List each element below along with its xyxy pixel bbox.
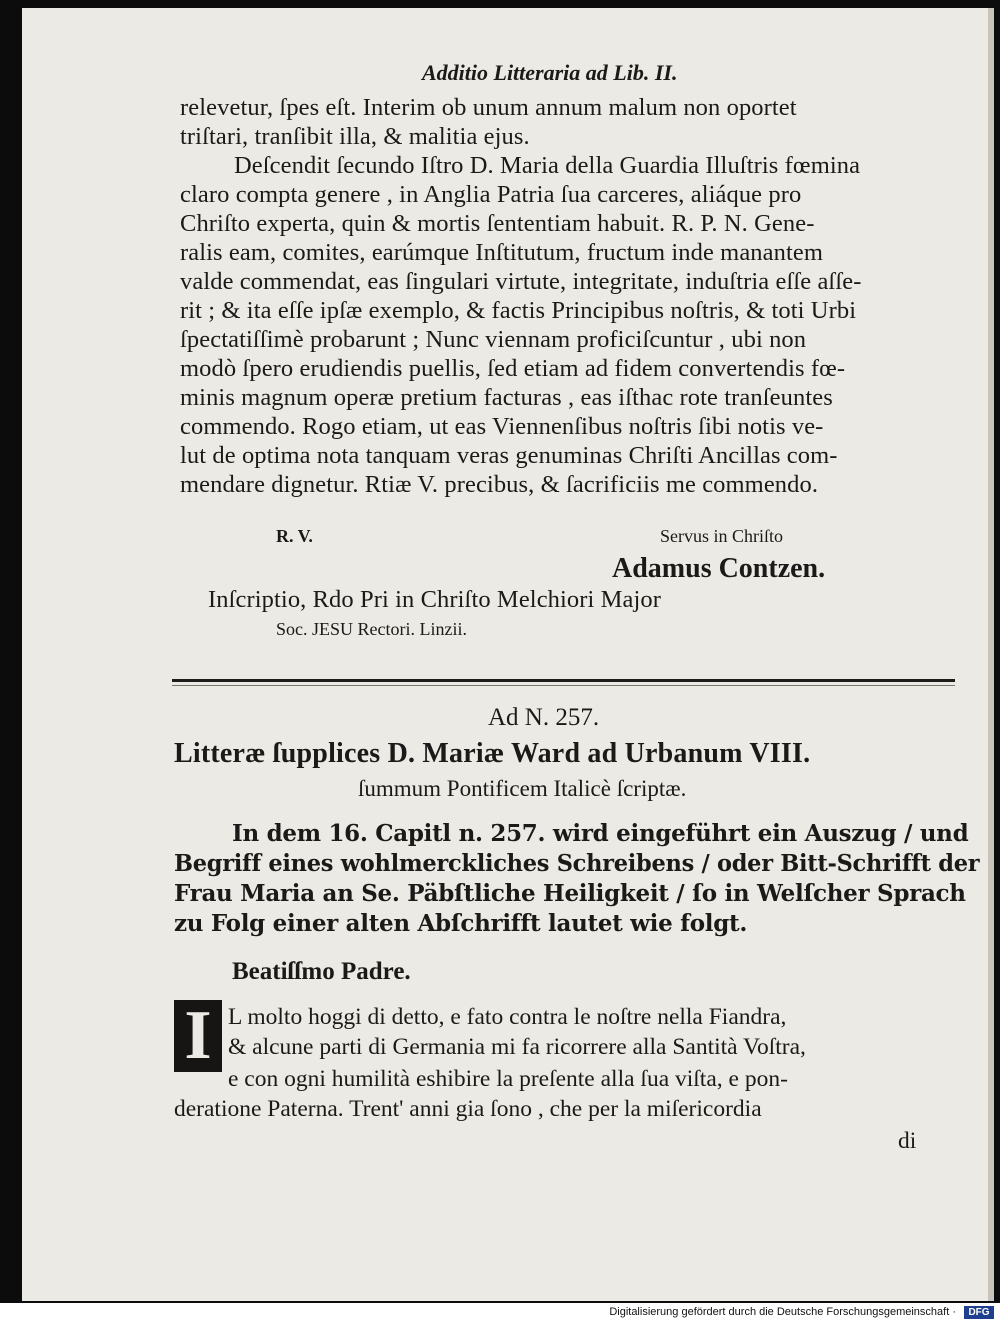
text-line: ſpectatiſſimè probarunt ; Nunc viennam proficiſcuntur , ubi non xyxy=(180,326,807,353)
text-line: triſtari, tranſibit illa, & malitia ejus. xyxy=(180,123,530,150)
text-line: modò ſpero erudiendis puellis, ſed etiam ad fidem convertendis fœ- xyxy=(180,355,846,382)
scanned-page xyxy=(22,8,994,1301)
drop-cap: I xyxy=(174,1000,222,1072)
running-title: Additio Litteraria ad Lib. II. xyxy=(422,60,678,85)
german-line: Frau Maria an Se. Päbſtliche Heiligkeit / ſo in Welſcher Sprach xyxy=(174,880,966,907)
text-line: ralis eam, comites, earúmque Inſtitutum, fructum inde manantem xyxy=(180,239,824,266)
text-line: mendare dignetur. Rtiæ V. precibus, & ſacrificiis me commendo. xyxy=(180,471,819,498)
section-reference: Ad N. 257. xyxy=(488,704,600,731)
inscriptio-line: Inſcriptio, Rdo Pri in Chriſto Melchiori Major xyxy=(208,586,662,613)
section-title: Litteræ ſupplices D. Mariæ Ward ad Urbanum VIII. xyxy=(174,738,811,769)
section-divider-thin xyxy=(172,685,955,686)
text-line: claro compta genere , in Anglia Patria ſua carceres, aliáque pro xyxy=(180,181,802,208)
text-line: Chriſto experta, quin & mortis ſententiam habuit. R. P. N. Gene- xyxy=(180,210,815,237)
page-edge xyxy=(988,8,994,1301)
german-line: zu Folg einer alten Abſchrifft lautet wie folgt. xyxy=(174,910,748,937)
footer-bar xyxy=(0,1303,1000,1323)
text-line: relevetur, ſpes eſt. Interim ob unum annum malum non oportet xyxy=(180,94,797,121)
text-line: lut de optima nota tanquam veras genuminas Chriſti Ancillas com- xyxy=(180,442,838,469)
italian-line: deratione Paterna. Trent' anni gia ſono , che per la miſericordia xyxy=(174,1096,762,1122)
german-line: Begriff eines wohlmerckliches Schreibens / oder Bitt-Schrifft der xyxy=(174,850,980,877)
italian-line: & alcune parti di Germania mi fa ricorrere alla Santità Voſtra, xyxy=(228,1034,806,1060)
funding-credit: Digitalisierung gefördert durch die Deutsche Forschungsgemeinschaft · xyxy=(609,1306,956,1318)
text-line: valde commendat, eas ſingulari virtute, integritate, induſtria eſſe aſſe- xyxy=(180,268,862,295)
dfg-logo: DFG xyxy=(964,1306,994,1319)
italian-line: L molto hoggi di detto, e fato contra le noſtre nella Fiandra, xyxy=(228,1004,787,1030)
section-divider xyxy=(172,679,955,682)
servus-line: Servus in Chriſto xyxy=(660,526,784,546)
text-line: rit ; & ita eſſe ipſæ exemplo, & factis Principibus noſtris, & toti Urbi xyxy=(180,297,857,324)
catchword: di xyxy=(898,1128,917,1154)
inscriptio-line-2: Soc. JESU Rectori. Linzii. xyxy=(276,619,467,639)
text-line: minis magnum operæ pretium facturas , eas iſthac rote tranſeuntes xyxy=(180,384,833,411)
salutation: Beatiſſmo Padre. xyxy=(232,958,411,985)
text-line: Deſcendit ſecundo Iſtro D. Maria della Guardia Illuſtris fœmina xyxy=(234,152,861,179)
section-subtitle: ſummum Pontificem Italicè ſcriptæ. xyxy=(358,776,687,801)
rv-abbrev: R. V. xyxy=(276,526,313,546)
german-line: In dem 16. Capitl n. 257. wird eingeführt ein Auszug / und xyxy=(232,820,969,847)
signature: Adamus Contzen. xyxy=(612,553,826,584)
italian-line: e con ogni humilità eshibire la preſente alla ſua viſta, e pon- xyxy=(228,1066,788,1092)
text-line: commendo. Rogo etiam, ut eas Viennenſibus noſtris ſibi notis ve- xyxy=(180,413,824,440)
